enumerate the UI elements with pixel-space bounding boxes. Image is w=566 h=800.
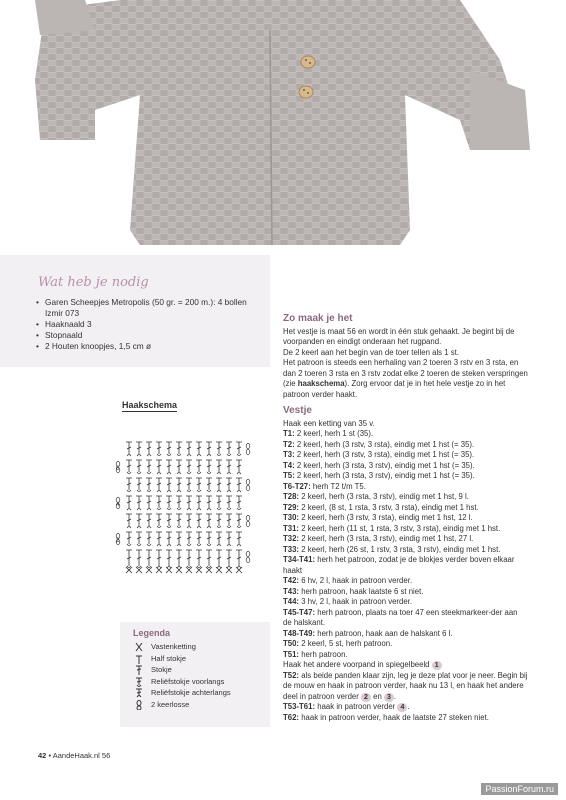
post-mark <box>207 509 211 511</box>
legend-title: Legenda <box>133 628 171 638</box>
stitch-mark <box>156 532 162 544</box>
post-mark <box>147 455 151 457</box>
turning-chain-mark <box>246 479 250 484</box>
post-mark <box>187 544 191 546</box>
post-mark <box>197 544 201 546</box>
stitch-mark <box>166 514 172 526</box>
post-mark <box>137 527 141 529</box>
chain-stitch-mark <box>146 567 152 573</box>
stitch-mark <box>226 550 232 566</box>
post-mark <box>227 473 231 475</box>
stitch-mark <box>146 478 152 490</box>
post-mark <box>157 526 161 528</box>
stitch-mark <box>236 478 242 490</box>
footer-source: AandeHaak.nl 56 <box>52 751 111 760</box>
materials-item: • Haaknaald 3 <box>36 319 251 330</box>
pattern-row: T6-T27: herh T2 t/m T5. <box>283 481 366 491</box>
pattern-row: T45-T47: herh patroon, plaats na toer 47 een steekmarkeer-der aan de halskant. <box>283 607 518 627</box>
post-mark <box>227 526 231 528</box>
stitch-mark <box>226 496 232 508</box>
stitch-mark <box>196 442 202 454</box>
post-mark <box>197 527 201 529</box>
legend-item: Half stokje <box>133 653 231 665</box>
post-mark <box>127 544 131 546</box>
post-mark <box>197 490 201 492</box>
post-mark <box>227 491 231 493</box>
stitch-mark <box>126 550 132 566</box>
post-mark <box>207 472 211 474</box>
post-mark <box>227 567 231 569</box>
turning-chain-mark <box>246 557 250 562</box>
post-mark <box>237 508 241 510</box>
post-mark <box>167 454 171 456</box>
post-mark <box>147 527 151 529</box>
stitch-mark <box>166 478 172 490</box>
pattern-row: T2: 2 keerl, herh (3 rstv, 3 rsta), eindig met 1 hst (= 35). <box>283 439 475 449</box>
post-mark <box>137 544 141 546</box>
stitch-mark <box>236 460 242 472</box>
stitch-mark <box>146 460 152 472</box>
stitch-mark <box>196 478 202 490</box>
turning-chain-mark <box>246 449 250 454</box>
pattern-row: T5: 2 keerl, herh (3 rsta, 3 rstv), eindig met 1 hst (= 35). <box>283 471 475 480</box>
stitch-mark <box>226 478 232 490</box>
stitch-mark <box>186 532 192 544</box>
post-mark <box>167 508 171 510</box>
pattern-row: T44: 3 hv, 2 l, haak in patroon verder. <box>283 597 413 606</box>
post-mark <box>217 526 221 528</box>
stitch-mark <box>146 514 152 526</box>
stitch-mark <box>176 550 182 566</box>
stitch-mark <box>126 514 132 526</box>
stitch-mark <box>186 460 192 472</box>
stitch-mark <box>216 478 222 490</box>
post-mark <box>167 473 171 475</box>
stitch-mark <box>196 514 202 526</box>
post-mark <box>147 566 151 568</box>
post-mark <box>227 508 231 510</box>
stitch-mark <box>216 550 222 566</box>
post-mark <box>127 509 131 511</box>
stitch-mark <box>136 442 142 454</box>
post-mark <box>227 454 231 456</box>
instructions-column <box>283 314 528 723</box>
stitch-mark <box>166 496 172 508</box>
stitch-mark <box>156 514 162 526</box>
post-mark <box>197 509 201 511</box>
stitch-mark <box>176 478 182 490</box>
page-number: 42 <box>38 751 47 760</box>
back-post-icon <box>133 688 145 698</box>
stitch-mark <box>196 550 202 566</box>
stitch-mark <box>186 550 192 566</box>
stitch-mark <box>226 442 232 454</box>
pattern-row: T4: 2 keerl, herh (3 rsta, 3 rstv), eindig met 1 hst (= 35). <box>283 460 475 470</box>
post-mark <box>137 472 141 474</box>
stitch-mark <box>196 496 202 508</box>
stitch-mark <box>226 514 232 526</box>
post-mark <box>167 567 171 569</box>
post-mark <box>217 545 221 547</box>
stitch-mark <box>136 532 142 544</box>
pattern-row: T31: 2 keerl, herh (11 st, 1 rsta, 3 rstv, 3 rsta), eindig met 1 hst. <box>283 523 501 533</box>
post-mark <box>177 491 181 493</box>
stitch-mark <box>176 532 182 544</box>
post-mark <box>237 545 241 547</box>
post-mark <box>177 508 181 510</box>
post-mark <box>237 567 241 569</box>
post-mark <box>177 567 181 569</box>
post-mark <box>207 566 211 568</box>
stitch-mark <box>136 478 142 490</box>
pattern-rows <box>283 429 528 660</box>
crochet-chart-svg <box>112 420 262 580</box>
pattern-row: T29: 2 keerl, (8 st, 1 rsta, 3 rstv, 3 rsta), eindig met 1 hst. <box>283 502 479 512</box>
post-mark <box>187 472 191 474</box>
front-post-icon <box>133 677 145 687</box>
stitch-mark <box>126 532 132 544</box>
chain-stitch-mark <box>126 567 132 573</box>
post-mark <box>227 545 231 547</box>
post-mark <box>187 527 191 529</box>
pattern-row: T48-T49: herh patroon, haak aan de halskant 6 l. <box>283 628 453 638</box>
stitch-mark <box>136 514 142 526</box>
row-number-label: 6 <box>116 466 120 472</box>
row-number-label: 4 <box>116 502 120 508</box>
pattern-row: T33: 2 keerl, herh (26 st, 1 rstv, 3 rsta, 3 rstv), eindig met 1 hst. <box>283 544 501 554</box>
half-stitch-icon <box>133 654 145 664</box>
materials-title: Wat heb je nodig <box>38 275 149 290</box>
post-mark <box>237 454 241 456</box>
stitch-mark <box>186 478 192 490</box>
how-para-1: Het vestje is maat 56 en wordt in één stuk gehaakt. Je begint bij de voorpanden en eindigt onderaan het rugpand. <box>283 326 515 346</box>
post-mark <box>167 545 171 547</box>
row-t52: T52: als beide panden klaar zijn, leg je deze plat voor je neer. Begin bij de mouw en haak in patroon verder, haak nu 13 l, en haak het andere deel in patroon verder 2 en 3 . <box>283 670 528 701</box>
materials-item: • 2 Houten knoopjes, 1,5 cm ø <box>36 341 251 352</box>
stitch-mark <box>176 496 182 508</box>
post-mark <box>187 509 191 511</box>
stitch-mark <box>136 460 142 472</box>
materials-item: • Stopnaald <box>36 330 251 341</box>
stitch-mark <box>146 442 152 454</box>
post-mark <box>137 455 141 457</box>
step-badge: 2 <box>361 693 371 702</box>
post-mark <box>237 526 241 528</box>
pattern-row: T32: 2 keerl, herh (3 rsta, 3 rstv), eindig met 1 hst, 27 l. <box>283 534 474 543</box>
post-mark <box>147 490 151 492</box>
cardigan-photo <box>0 0 566 252</box>
post-mark <box>157 473 161 475</box>
post-mark <box>177 545 181 547</box>
post-mark <box>217 508 221 510</box>
post-mark <box>177 454 181 456</box>
pattern-row: T34-T41: herh het patroon, zodat je de blokjes verder boven elkaar haakt <box>283 555 515 575</box>
stitch-mark <box>156 460 162 472</box>
footer-bullet: • <box>48 751 53 760</box>
post-mark <box>207 455 211 457</box>
post-mark <box>197 566 201 568</box>
turning-chain-mark <box>246 443 250 448</box>
stitch-mark <box>166 550 172 566</box>
stitch-mark <box>166 532 172 544</box>
stitch-mark <box>216 532 222 544</box>
post-mark <box>217 473 221 475</box>
turning-chain-mark <box>246 521 250 526</box>
stitch-mark <box>156 496 162 508</box>
stitch-mark <box>216 496 222 508</box>
stitch-mark <box>146 532 152 544</box>
legend-item: Stokje <box>133 664 231 676</box>
chain-icon <box>133 700 145 710</box>
step-badge: 1 <box>432 661 442 670</box>
stitch-icon <box>133 665 145 675</box>
post-mark <box>157 508 161 510</box>
stitch-mark <box>126 478 132 490</box>
stitch-mark <box>146 496 152 508</box>
stitch-mark <box>136 550 142 566</box>
post-mark <box>217 454 221 456</box>
legend-item: Vastenketting <box>133 641 231 653</box>
stitch-mark <box>176 460 182 472</box>
post-mark <box>217 567 221 569</box>
stitch-mark <box>206 496 212 508</box>
stitch-mark <box>206 550 212 566</box>
post-mark <box>177 473 181 475</box>
stitch-mark <box>196 460 202 472</box>
watermark: PassionForum.ru <box>481 783 558 795</box>
stitch-mark <box>206 442 212 454</box>
stitch-mark <box>216 514 222 526</box>
chain-stitch-mark <box>136 567 142 573</box>
how-to-title: Zo maak je het <box>283 313 353 324</box>
post-mark <box>167 526 171 528</box>
stitch-mark <box>216 460 222 472</box>
post-mark <box>207 544 211 546</box>
how-para-2: De 2 keerl aan het begin van de toer tellen als 1 st. <box>283 347 459 357</box>
pattern-row: T43: herh patroon, haak laatste 6 st niet. <box>283 586 424 596</box>
crochet-chart <box>112 420 262 580</box>
stitch-mark <box>146 550 152 566</box>
stitch-mark <box>126 460 132 472</box>
chain-stitch-mark <box>196 567 202 573</box>
post-mark <box>127 472 131 474</box>
page-footer <box>38 751 110 760</box>
post-mark <box>187 566 191 568</box>
chain-stitch-mark <box>206 567 212 573</box>
pattern-row: T30: 2 keerl, herh (3 rstv, 3 rsta), eindig met 1 hst, 12 l. <box>283 513 473 522</box>
stitch-mark <box>176 442 182 454</box>
how-para-3: Het patroon is steeds een herhaling van 2 toeren 3 rstv en 3 rsta, en dan 2 toeren 3 rsta en 3 rstv zodat elke 2 toeren de steken verspringen (zie haakschema). Zorg ervoor dat je in het hele vestje zo in het patroon verder haakt. <box>283 358 528 399</box>
stitch-mark <box>226 532 232 544</box>
pattern-row: T3: 2 keerl, herh (3 rstv, 3 rsta), eindig met 1 hst (= 35). <box>283 450 475 459</box>
stitch-mark <box>176 514 182 526</box>
post-mark <box>207 490 211 492</box>
post-mark <box>157 567 161 569</box>
x-stitch-icon <box>133 642 145 652</box>
post-mark <box>157 545 161 547</box>
step-badge: 4 <box>397 703 407 712</box>
vestje-intro: Haak een ketting van 35 v. <box>283 418 375 428</box>
step-badge: 3 <box>384 693 394 702</box>
row-t62: T62: haak in patroon verder, haak de laatste 27 steken niet. <box>283 712 489 722</box>
post-mark <box>147 472 151 474</box>
stitch-mark <box>226 460 232 472</box>
stitch-mark <box>236 514 242 526</box>
materials-item: • Garen Scheepjes Metropolis (50 gr. = 200 m.): 4 bollen Izmir 073 <box>36 297 251 319</box>
post-mark <box>187 490 191 492</box>
stitch-mark <box>236 496 242 508</box>
legend-item: 2 keerlosse <box>133 699 231 711</box>
chain-stitch-mark <box>186 567 192 573</box>
stitch-mark <box>166 460 172 472</box>
stitch-mark <box>186 442 192 454</box>
stitch-mark <box>236 442 242 454</box>
stitch-mark <box>156 478 162 490</box>
post-mark <box>147 509 151 511</box>
turning-chain-mark <box>246 551 250 556</box>
legend-item: Reliëfstokje achterlangs <box>133 687 231 699</box>
vestje-title: Vestje <box>283 405 312 416</box>
stitch-mark <box>186 514 192 526</box>
post-mark <box>237 491 241 493</box>
post-mark <box>127 490 131 492</box>
post-mark <box>207 527 211 529</box>
post-mark <box>217 491 221 493</box>
post-mark <box>167 491 171 493</box>
post-mark <box>177 526 181 528</box>
chart-title: Haakschema <box>122 400 178 410</box>
stitch-mark <box>166 442 172 454</box>
post-mark <box>137 509 141 511</box>
pattern-row: T50: 2 keerl, 5 st, herh patroon. <box>283 639 393 648</box>
post-mark <box>187 455 191 457</box>
post-mark <box>127 527 131 529</box>
turning-chain-mark <box>246 515 250 520</box>
stitch-mark <box>236 550 242 566</box>
post-mark <box>157 454 161 456</box>
pattern-row: T1: 2 keerl, herh 1 st (35). <box>283 429 374 438</box>
pattern-row: T42: 6 hv, 2 l, haak in patroon verder. <box>283 576 413 585</box>
stitch-mark <box>206 478 212 490</box>
stitch-mark <box>126 496 132 508</box>
stitch-mark <box>196 532 202 544</box>
materials-list <box>36 297 251 352</box>
row-t53: T53-T61: haak in patroon verder 4 . <box>283 702 410 711</box>
post-mark <box>137 490 141 492</box>
stitch-mark <box>156 442 162 454</box>
post-mark <box>197 472 201 474</box>
post-mark <box>127 455 131 457</box>
turning-chain-mark <box>246 485 250 490</box>
post-mark <box>197 455 201 457</box>
stitch-mark <box>216 442 222 454</box>
post-mark <box>147 544 151 546</box>
row-number-label: 2 <box>116 538 120 544</box>
stitch-mark <box>126 442 132 454</box>
stitch-mark <box>156 550 162 566</box>
stitch-mark <box>206 460 212 472</box>
stitch-mark <box>206 532 212 544</box>
stitch-mark <box>236 532 242 544</box>
post-mark <box>237 473 241 475</box>
stitch-mark <box>206 514 212 526</box>
pattern-row: T51: herh patroon. <box>283 649 348 659</box>
post-mark <box>127 566 131 568</box>
legend-list <box>133 641 231 711</box>
stitch-mark <box>186 496 192 508</box>
pattern-row: T28: 2 keerl, herh (3 rsta, 3 rstv), eindig met 1 hst, 9 l. <box>283 492 469 501</box>
mirror-note: Haak het andere voorpand in spiegelbeeld 1 <box>283 660 528 671</box>
post-mark <box>157 491 161 493</box>
stitch-mark <box>136 496 142 508</box>
legend-item: Reliëfstokje voorlangs <box>133 676 231 688</box>
post-mark <box>137 566 141 568</box>
